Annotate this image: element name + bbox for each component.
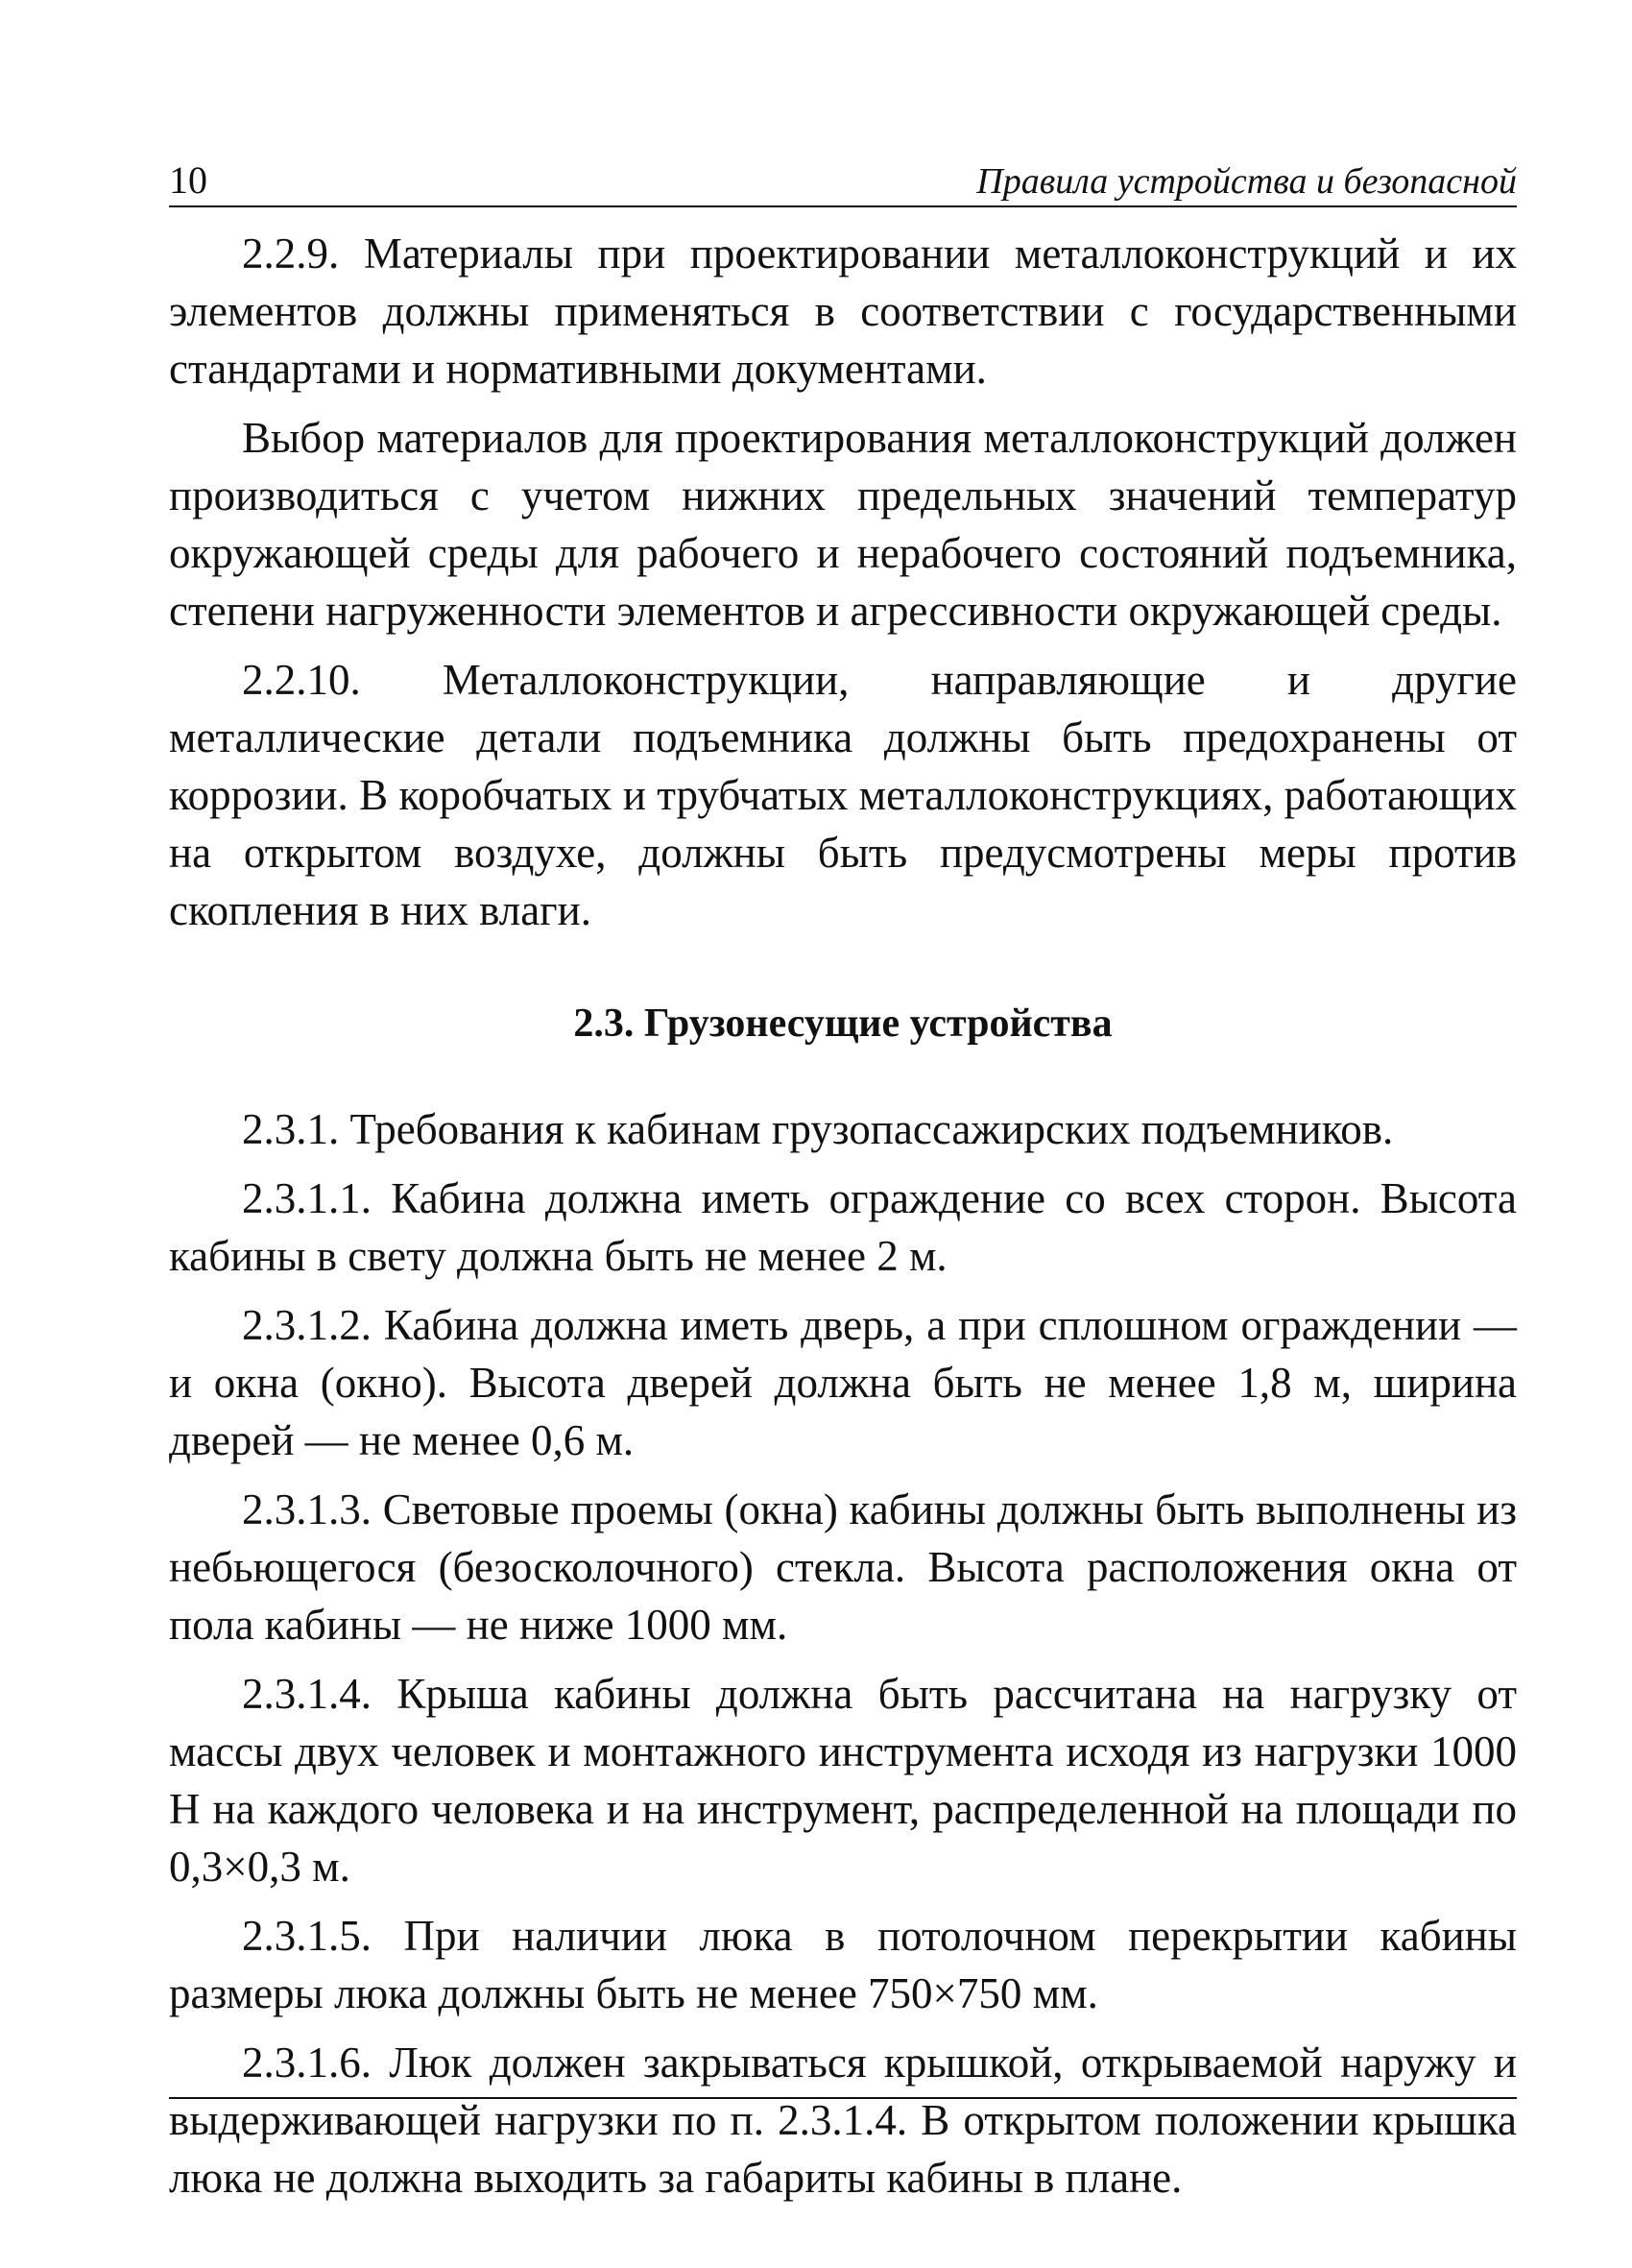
running-title: Правила устройства и безопасной	[976, 161, 1517, 202]
paragraph-2-3-1-5: 2.3.1.5. При наличии люка в потолочном перекрытии кабины размеры люка должны быть не менее 750×750 мм.	[169, 1912, 1517, 2017]
footer-rule	[169, 2097, 1517, 2099]
paragraph-2-3-1-3: 2.3.1.3. Световые проемы (окна) кабины должны быть выполнены из небьющегося (безосколочного) стекла. Высота расположения окна от пола кабины — не ниже 1000 мм.	[169, 1485, 1517, 1649]
paragraph-material-selection: Выбор материалов для проектирования металлоконструкций должен производиться с учетом нижних предельных значений температур окружающей среды для рабочего и нерабочего состояний подъемника, степени нагруженности элементов и агрессивности окружающей среды.	[169, 414, 1517, 635]
section-heading: 2.3. Грузонесущие устройства	[573, 1001, 1113, 1046]
paragraph-2-3-1-4: 2.3.1.4. Крыша кабины должна быть рассчитана на нагрузку от массы двух человек и монтажного инструмента исходя из нагрузки 1000 Н на каждого человека и на инструмент, распределенной на площади по 0,3×0,3 м.	[169, 1670, 1517, 1891]
paragraph-2-2-9: 2.2.9. Материалы при проектировании металлоконструкций и их элементов должны применяться в соответствии с государственными стандартами и нормативными документами.	[169, 229, 1517, 393]
paragraph-2-3-1-6: 2.3.1.6. Люк должен закрываться крышкой, открываемой наружу и выдерживающей нагрузки по п. 2.3.1.4. В открытом положении крышка люка не должна выходить за габариты кабины в плане.	[169, 2039, 1517, 2202]
header-rule	[169, 205, 1517, 207]
page-header	[169, 154, 1517, 207]
paragraph-2-3-1-1: 2.3.1.1. Кабина должна иметь ограждение со всех сторон. Высота кабины в свету должна быть не менее 2 м.	[169, 1174, 1517, 1280]
body-text	[169, 225, 1517, 2207]
page-number: 10	[169, 158, 207, 202]
paragraph-2-3-1-2: 2.3.1.2. Кабина должна иметь дверь, а при сплошном ограждении — и окна (окно). Высота дверей должна быть не менее 1,8 м, ширина дверей — не менее 0,6 м.	[169, 1301, 1517, 1464]
paragraph-2-2-10: 2.2.10. Металлоконструкции, направляющие и другие металлические детали подъемника должны быть предохранены от коррозии. В коробчатых и трубчатых металлоконструкциях, работающих на открытом воздухе, должны быть предусмотрены меры против скопления в них влаги.	[169, 656, 1517, 934]
paragraph-2-3-1: 2.3.1. Требования к кабинам грузопассажирских подъемников.	[242, 1105, 1394, 1153]
